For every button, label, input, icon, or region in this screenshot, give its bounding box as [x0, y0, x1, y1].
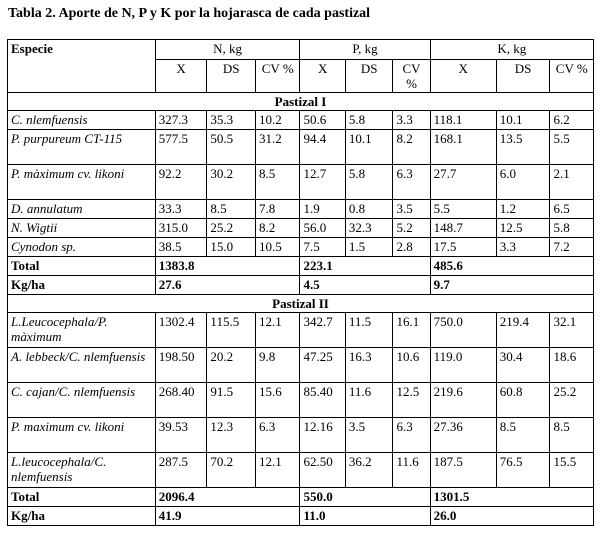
header-k-x: X: [430, 60, 496, 93]
value-cell: 60.8: [496, 383, 550, 418]
kgha-k: 9.7: [430, 276, 593, 295]
value-cell: 750.0: [430, 313, 496, 348]
value-cell: 5.2: [393, 219, 430, 238]
header-n-x: X: [155, 60, 207, 93]
table-row: [8, 348, 594, 383]
value-cell: 16.3: [345, 348, 393, 383]
value-cell: 18.6: [550, 348, 594, 383]
species-cell: A. lebbeck/C. nlemfuensis: [8, 348, 156, 383]
header-k-cv: CV %: [550, 60, 594, 93]
value-cell: 11.6: [393, 453, 430, 488]
total-k: 1301.5: [430, 488, 593, 507]
value-cell: 25.2: [550, 383, 594, 418]
value-cell: 56.0: [300, 219, 345, 238]
species-cell: C. cajan/C. nlemfuensis: [8, 383, 156, 418]
total-n: 2096.4: [155, 488, 300, 507]
value-cell: 12.7: [300, 165, 345, 200]
value-cell: 35.3: [207, 111, 256, 130]
value-cell: 115.5: [207, 313, 256, 348]
section-title: Pastizal I: [8, 93, 594, 111]
value-cell: 12.1: [255, 313, 299, 348]
kgha-p: 4.5: [300, 276, 430, 295]
table-row: [8, 313, 594, 348]
value-cell: 5.5: [550, 130, 594, 165]
value-cell: 3.3: [496, 238, 550, 257]
value-cell: 85.40: [300, 383, 345, 418]
value-cell: 0.8: [345, 200, 393, 219]
value-cell: 1.9: [300, 200, 345, 219]
header-k-ds: DS: [496, 60, 550, 93]
section-title: Pastizal II: [8, 295, 594, 313]
value-cell: 8.2: [255, 219, 299, 238]
species-cell: L.Leucocephala/P. màximum: [8, 313, 156, 348]
value-cell: 15.0: [207, 238, 256, 257]
total-n: 1383.8: [155, 257, 300, 276]
value-cell: 91.5: [207, 383, 256, 418]
header-p-x: X: [300, 60, 345, 93]
value-cell: 168.1: [430, 130, 496, 165]
value-cell: 315.0: [155, 219, 207, 238]
value-cell: 3.3: [393, 111, 430, 130]
section-row: [8, 295, 594, 313]
value-cell: 6.3: [255, 418, 299, 453]
table-caption: Tabla 2. Aporte de N, P y K por la hojarasca de cada pastizal: [8, 6, 371, 21]
species-cell: P. maximum cv. likoni: [8, 418, 156, 453]
value-cell: 1.5: [345, 238, 393, 257]
value-cell: 6.2: [550, 111, 594, 130]
value-cell: 16.1: [393, 313, 430, 348]
value-cell: 198.50: [155, 348, 207, 383]
table-row: [8, 200, 594, 219]
value-cell: 12.1: [255, 453, 299, 488]
total-k: 485.6: [430, 257, 593, 276]
value-cell: 12.5: [496, 219, 550, 238]
value-cell: 30.2: [207, 165, 256, 200]
value-cell: 268.40: [155, 383, 207, 418]
value-cell: 10.6: [393, 348, 430, 383]
value-cell: 50.5: [207, 130, 256, 165]
value-cell: 10.1: [345, 130, 393, 165]
table-row: [8, 165, 594, 200]
total-label: Total: [8, 257, 156, 276]
value-cell: 342.7: [300, 313, 345, 348]
table-row: [8, 453, 594, 488]
table-row: [8, 111, 594, 130]
value-cell: 70.2: [207, 453, 256, 488]
value-cell: 287.5: [155, 453, 207, 488]
total-row: [8, 257, 594, 276]
value-cell: 76.5: [496, 453, 550, 488]
value-cell: 6.3: [393, 165, 430, 200]
value-cell: 6.5: [550, 200, 594, 219]
header-p: P, kg: [300, 40, 430, 60]
value-cell: 17.5: [430, 238, 496, 257]
header-p-cv: CV %: [393, 60, 430, 93]
value-cell: 10.2: [255, 111, 299, 130]
value-cell: 119.0: [430, 348, 496, 383]
value-cell: 10.5: [255, 238, 299, 257]
header-n: N, kg: [155, 40, 300, 60]
value-cell: 7.5: [300, 238, 345, 257]
header-n-ds: DS: [207, 60, 256, 93]
value-cell: 92.2: [155, 165, 207, 200]
value-cell: 5.8: [550, 219, 594, 238]
header-especie: Especie: [8, 40, 156, 93]
kgha-k: 26.0: [430, 507, 593, 526]
value-cell: 2.1: [550, 165, 594, 200]
value-cell: 5.8: [345, 165, 393, 200]
total-label: Total: [8, 488, 156, 507]
species-cell: Cynodon sp.: [8, 238, 156, 257]
value-cell: 94.4: [300, 130, 345, 165]
kgha-row: [8, 276, 594, 295]
value-cell: 7.2: [550, 238, 594, 257]
species-cell: P. purpureum CT-115: [8, 130, 156, 165]
value-cell: 7.8: [255, 200, 299, 219]
value-cell: 8.2: [393, 130, 430, 165]
value-cell: 8.5: [496, 418, 550, 453]
value-cell: 15.5: [550, 453, 594, 488]
section-row: [8, 93, 594, 111]
table-row: [8, 418, 594, 453]
table-row: [8, 219, 594, 238]
value-cell: 118.1: [430, 111, 496, 130]
value-cell: 8.5: [550, 418, 594, 453]
value-cell: 1.2: [496, 200, 550, 219]
species-cell: C. nlemfuensis: [8, 111, 156, 130]
value-cell: 10.1: [496, 111, 550, 130]
total-p: 223.1: [300, 257, 430, 276]
value-cell: 219.4: [496, 313, 550, 348]
nutrient-table: [7, 39, 594, 526]
value-cell: 577.5: [155, 130, 207, 165]
value-cell: 31.2: [255, 130, 299, 165]
value-cell: 32.3: [345, 219, 393, 238]
header-p-ds: DS: [345, 60, 393, 93]
value-cell: 2.8: [393, 238, 430, 257]
value-cell: 1302.4: [155, 313, 207, 348]
species-cell: N. Wigtii: [8, 219, 156, 238]
value-cell: 12.16: [300, 418, 345, 453]
header-row-groups: [8, 40, 594, 60]
value-cell: 11.5: [345, 313, 393, 348]
value-cell: 12.3: [207, 418, 256, 453]
value-cell: 38.5: [155, 238, 207, 257]
value-cell: 8.5: [207, 200, 256, 219]
value-cell: 20.2: [207, 348, 256, 383]
value-cell: 32.1: [550, 313, 594, 348]
value-cell: 327.3: [155, 111, 207, 130]
species-cell: L.leucocephala/C. nlemfuensis: [8, 453, 156, 488]
value-cell: 36.2: [345, 453, 393, 488]
value-cell: 148.7: [430, 219, 496, 238]
value-cell: 50.6: [300, 111, 345, 130]
value-cell: 27.36: [430, 418, 496, 453]
kgha-n: 27.6: [155, 276, 300, 295]
value-cell: 219.6: [430, 383, 496, 418]
table-row: [8, 130, 594, 165]
kgha-row: [8, 507, 594, 526]
value-cell: 12.5: [393, 383, 430, 418]
value-cell: 13.5: [496, 130, 550, 165]
header-n-cv: CV %: [255, 60, 299, 93]
species-cell: P. màximum cv. likoni: [8, 165, 156, 200]
value-cell: 3.5: [393, 200, 430, 219]
value-cell: 39.53: [155, 418, 207, 453]
table-row: [8, 383, 594, 418]
kgha-label: Kg/ha: [8, 507, 156, 526]
value-cell: 6.0: [496, 165, 550, 200]
value-cell: 30.4: [496, 348, 550, 383]
species-cell: D. annulatum: [8, 200, 156, 219]
value-cell: 11.6: [345, 383, 393, 418]
value-cell: 187.5: [430, 453, 496, 488]
header-k: K, kg: [430, 40, 593, 60]
table-row: [8, 238, 594, 257]
value-cell: 62.50: [300, 453, 345, 488]
value-cell: 27.7: [430, 165, 496, 200]
value-cell: 25.2: [207, 219, 256, 238]
value-cell: 3.5: [345, 418, 393, 453]
value-cell: 9.8: [255, 348, 299, 383]
value-cell: 33.3: [155, 200, 207, 219]
kgha-label: Kg/ha: [8, 276, 156, 295]
kgha-p: 11.0: [300, 507, 430, 526]
value-cell: 8.5: [255, 165, 299, 200]
value-cell: 15.6: [255, 383, 299, 418]
total-p: 550.0: [300, 488, 430, 507]
kgha-n: 41.9: [155, 507, 300, 526]
value-cell: 5.5: [430, 200, 496, 219]
value-cell: 5.8: [345, 111, 393, 130]
value-cell: 6.3: [393, 418, 430, 453]
value-cell: 47.25: [300, 348, 345, 383]
total-row: [8, 488, 594, 507]
